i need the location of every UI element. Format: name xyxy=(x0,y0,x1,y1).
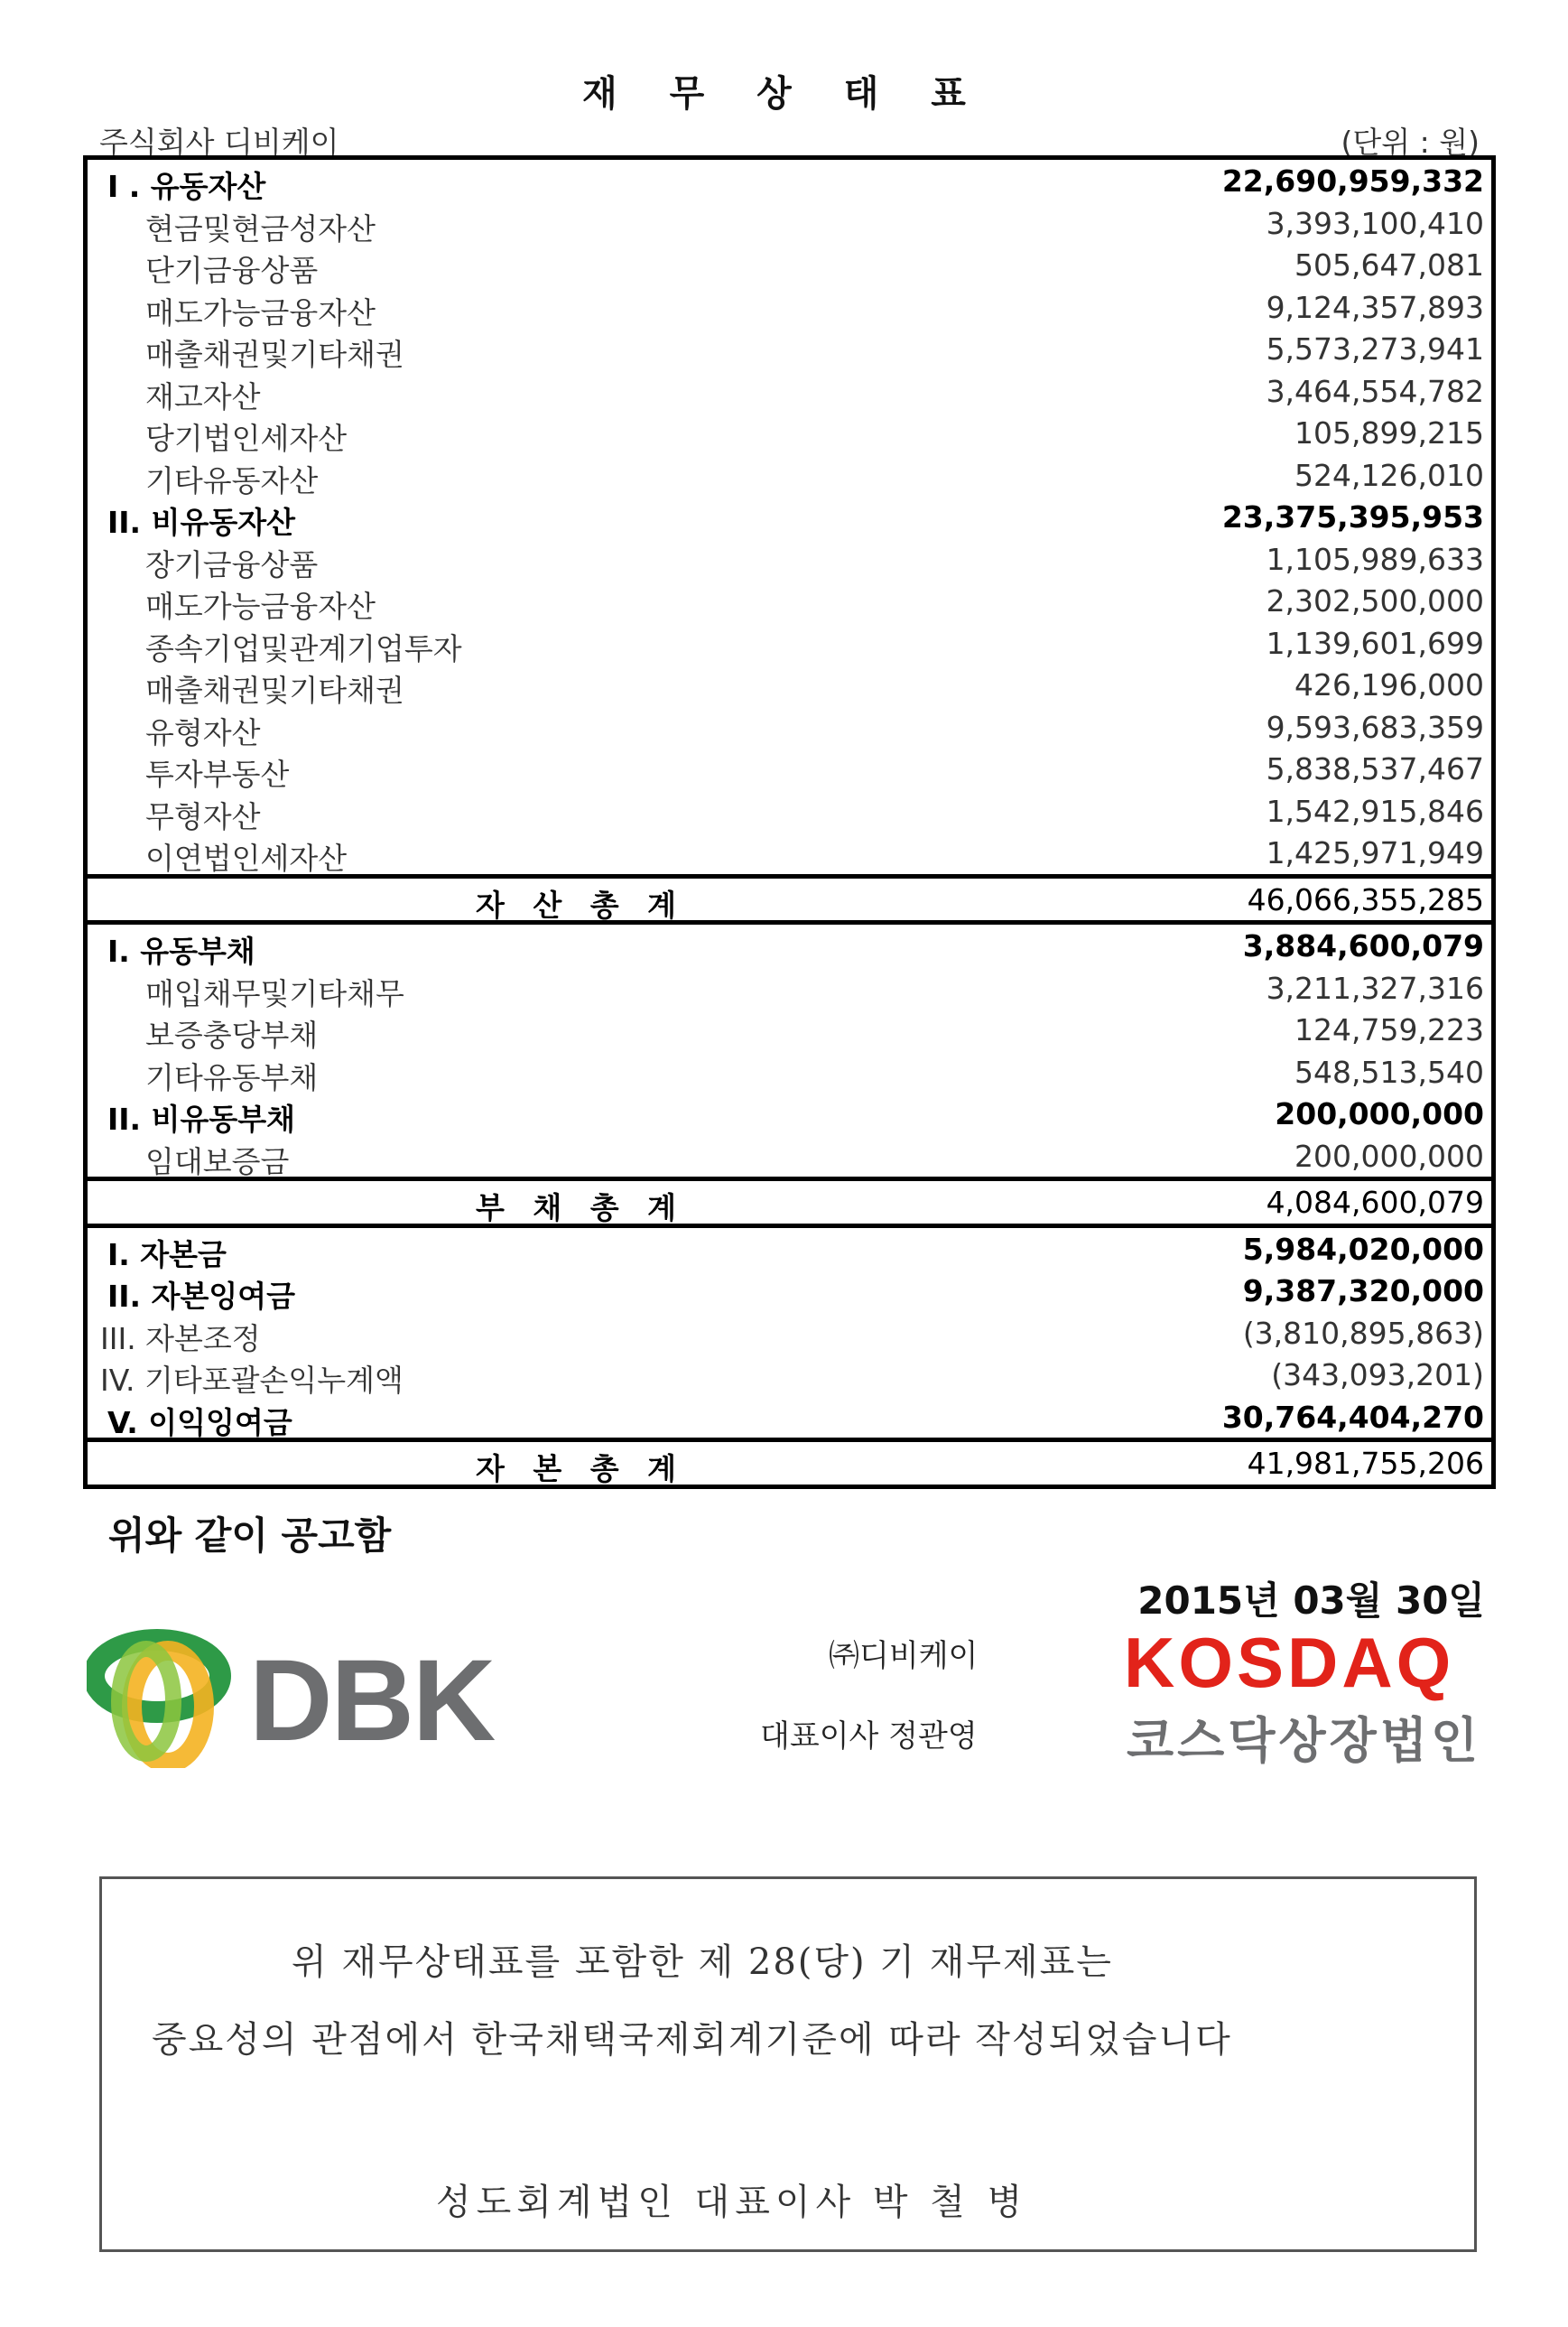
total-row xyxy=(88,879,1491,921)
row-value: 124,759,223 xyxy=(1294,1012,1484,1047)
row-value: 30,764,404,270 xyxy=(1221,1399,1484,1435)
row-value: 9,387,320,000 xyxy=(1242,1273,1484,1308)
table-row xyxy=(88,790,1491,833)
row-label: III. 자본조정 xyxy=(100,1320,261,1356)
document-title: 재 무 상 태 표 xyxy=(582,73,986,115)
row-value: 23,375,395,953 xyxy=(1221,499,1484,535)
row-value: 3,211,327,316 xyxy=(1266,970,1484,1006)
table-row xyxy=(88,1354,1491,1396)
row-value: (3,810,895,863) xyxy=(1242,1315,1484,1351)
row-label: II. 비유동부채 xyxy=(107,1102,295,1137)
row-label: IV. 기타포괄손익누계액 xyxy=(100,1363,404,1398)
table-row xyxy=(88,370,1491,413)
row-value: 1,105,989,633 xyxy=(1266,541,1484,577)
row-value: 105,899,215 xyxy=(1294,415,1484,451)
row-label: 당기법인세자산 xyxy=(145,421,348,456)
row-value: 200,000,000 xyxy=(1275,1096,1484,1131)
table-row xyxy=(88,412,1491,454)
table-row xyxy=(88,286,1491,329)
row-value: 548,513,540 xyxy=(1294,1054,1484,1090)
total-box xyxy=(83,874,1496,926)
row-label: 보증충당부채 xyxy=(145,1018,319,1053)
table-row xyxy=(88,496,1491,538)
row-label: 투자부동산 xyxy=(145,757,290,792)
total-label: 자 산 총 계 xyxy=(476,887,685,923)
table-row xyxy=(88,925,1491,967)
row-value: 3,884,600,079 xyxy=(1242,928,1484,963)
row-value: 9,124,357,893 xyxy=(1266,289,1484,325)
row-value: 5,838,537,467 xyxy=(1266,751,1484,787)
row-value: 2,302,500,000 xyxy=(1266,583,1484,619)
row-label: 이연법인세자산 xyxy=(145,841,348,876)
row-label: 재고자산 xyxy=(145,378,261,414)
row-label: 매입채무및기타채무 xyxy=(145,975,404,1011)
table-row xyxy=(88,1228,1491,1271)
row-value: 22,690,959,332 xyxy=(1221,163,1484,199)
audit-line-1: 위 재무상태표를 포함한 제 28(당) 기 재무제표는 xyxy=(292,1941,1113,1983)
row-label: 무형자산 xyxy=(145,798,261,834)
table-row xyxy=(88,328,1491,370)
kosdaq-subtitle: 코스닥상장법인 xyxy=(1127,1712,1482,1769)
row-label: 임대보증금 xyxy=(145,1143,290,1179)
table-row xyxy=(88,1135,1491,1177)
row-value: 5,984,020,000 xyxy=(1242,1231,1484,1267)
row-label: 기타유동자산 xyxy=(145,462,319,498)
table-row xyxy=(88,538,1491,581)
row-value: 9,593,683,359 xyxy=(1266,709,1484,745)
row-label: 종속기업및관계기업투자 xyxy=(145,630,462,666)
table-row xyxy=(88,160,1491,202)
table-row xyxy=(88,202,1491,245)
total-value: 46,066,355,285 xyxy=(1247,881,1484,917)
row-value: 1,425,971,949 xyxy=(1266,835,1484,870)
balance-sheet-table xyxy=(83,155,1496,1489)
total-value: 4,084,600,079 xyxy=(1266,1185,1484,1220)
unit-label: (단위 : 원) xyxy=(1341,125,1480,160)
audit-statement-box xyxy=(99,1876,1477,2252)
total-value: 41,981,755,206 xyxy=(1247,1446,1484,1481)
row-label: I. 자본금 xyxy=(107,1236,227,1272)
table-row xyxy=(88,832,1491,874)
total-row xyxy=(88,1181,1491,1224)
row-label: 매출채권및기타채권 xyxy=(145,673,404,708)
row-value: 426,196,000 xyxy=(1294,667,1484,703)
notice-text: 위와 같이 공고함 xyxy=(108,1513,392,1558)
table-row xyxy=(88,1093,1491,1135)
total-label: 자 본 총 계 xyxy=(476,1451,685,1486)
row-label: I. 유동부채 xyxy=(107,934,255,969)
section-box xyxy=(83,155,1496,879)
row-label: V. 이익잉여금 xyxy=(107,1404,292,1440)
total-box xyxy=(83,1438,1496,1489)
row-value: 1,542,915,846 xyxy=(1266,793,1484,829)
table-row xyxy=(88,1312,1491,1354)
audit-line-2: 중요성의 관점에서 한국채택국제회계기준에 따라 작성되었습니다 xyxy=(152,2019,1232,2061)
row-label: I . 유동자산 xyxy=(107,169,266,204)
row-label: 매도가능금융자산 xyxy=(145,589,376,624)
section-box xyxy=(83,920,1496,1181)
table-row xyxy=(88,622,1491,665)
row-value: 3,393,100,410 xyxy=(1266,205,1484,241)
table-row xyxy=(88,580,1491,622)
section-box xyxy=(83,1224,1496,1443)
table-row xyxy=(88,454,1491,497)
row-label: II. 자본잉여금 xyxy=(107,1279,295,1314)
table-row xyxy=(88,244,1491,286)
total-box xyxy=(83,1177,1496,1228)
table-row xyxy=(88,1396,1491,1438)
row-value: 505,647,081 xyxy=(1294,247,1484,283)
table-row xyxy=(88,748,1491,790)
table-row xyxy=(88,664,1491,706)
row-value: 200,000,000 xyxy=(1294,1138,1484,1174)
row-label: 단기금융상품 xyxy=(145,253,319,288)
row-value: 1,139,601,699 xyxy=(1266,625,1484,661)
notice-date: 2015년 03월 30일 xyxy=(1137,1578,1485,1623)
row-value: 5,573,273,941 xyxy=(1266,331,1484,367)
table-row xyxy=(88,1009,1491,1051)
row-value: 3,464,554,782 xyxy=(1266,373,1484,409)
row-value: 524,126,010 xyxy=(1294,457,1484,493)
firm-name: ㈜디비케이 xyxy=(829,1638,979,1674)
table-row xyxy=(88,1051,1491,1094)
row-value: (343,093,201) xyxy=(1271,1357,1484,1392)
row-label: 매출채권및기타채권 xyxy=(145,337,404,372)
table-row xyxy=(88,967,1491,1010)
row-label: II. 비유동자산 xyxy=(107,505,295,540)
row-label: 기타유동부채 xyxy=(145,1059,319,1095)
row-label: 매도가능금융자산 xyxy=(145,294,376,330)
total-row xyxy=(88,1442,1491,1485)
table-row xyxy=(88,1270,1491,1312)
company-name: 주식회사 디비케이 xyxy=(99,125,339,160)
row-label: 현금및현금성자산 xyxy=(145,210,376,247)
dbk-logo xyxy=(87,1624,538,1768)
dbk-logo-text: DBK xyxy=(249,1636,495,1765)
dbk-ring-icon xyxy=(87,1624,240,1768)
row-label: 유형자산 xyxy=(145,714,261,750)
audit-signature: 성도회계법인 대표이사 박 철 병 xyxy=(436,2182,1028,2223)
kosdaq-logo: KOSDAQ xyxy=(1124,1623,1455,1702)
row-label: 장기금융상품 xyxy=(145,546,319,582)
table-row xyxy=(88,706,1491,749)
ceo-name: 대표이사 정관영 xyxy=(760,1718,978,1755)
total-label: 부 채 총 계 xyxy=(476,1190,685,1225)
